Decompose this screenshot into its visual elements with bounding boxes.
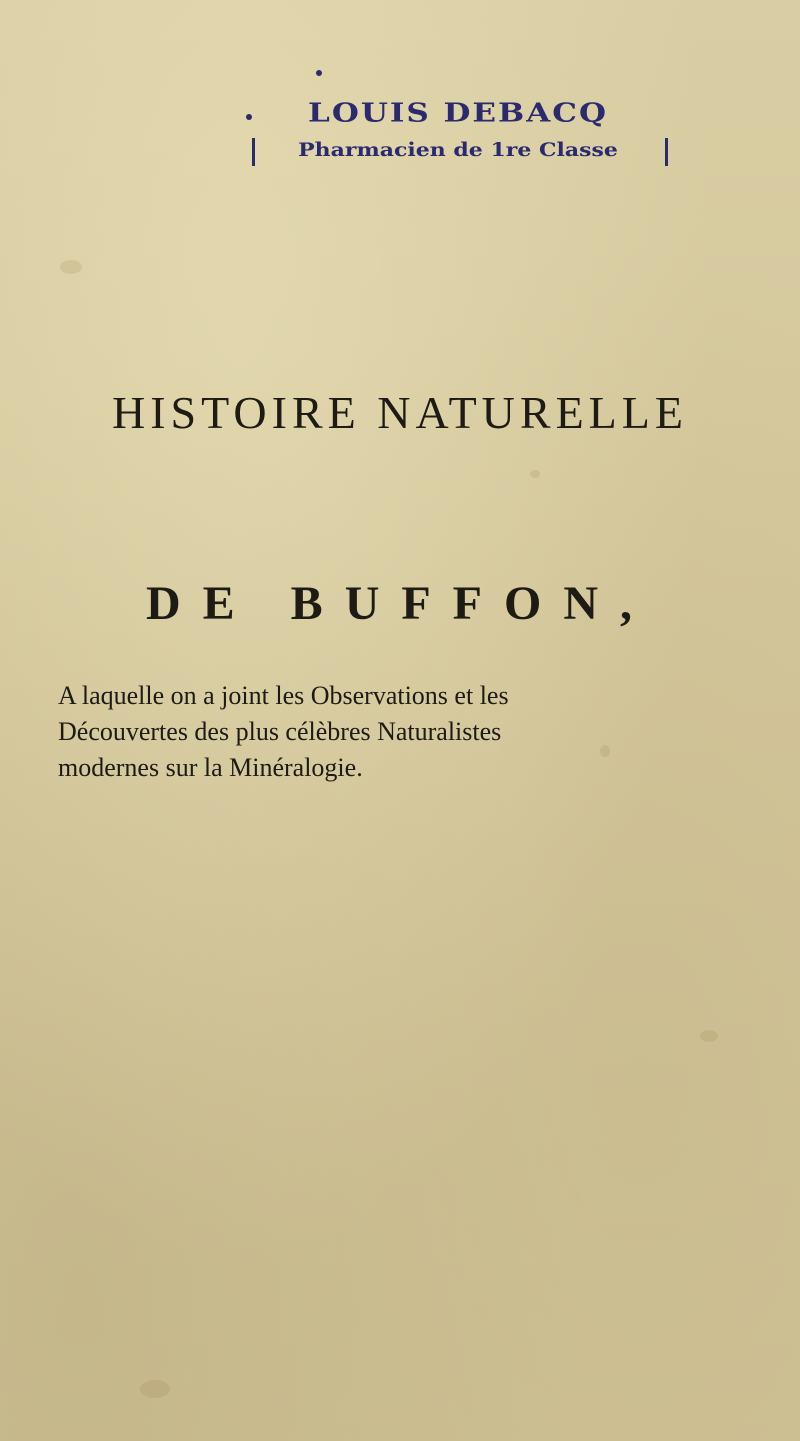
book-author-line: DE BUFFON,: [146, 577, 654, 630]
paper-stain: [700, 1030, 718, 1042]
stamp-profession: Pharmacien de 1re Classe: [298, 138, 618, 162]
book-title: HISTOIRE NATURELLE: [112, 387, 688, 438]
subtitle-line: modernes sur la Minéralogie.: [58, 753, 363, 782]
subtitle-line: A laquelle on a joint les Observations et les: [58, 681, 509, 710]
stamp-bracket: [665, 138, 668, 166]
paper-stain: [60, 260, 82, 274]
subtitle-line: Découvertes des plus célèbres Naturalistes: [58, 717, 502, 746]
owner-stamp: [248, 86, 668, 176]
paper-stain: [530, 470, 540, 478]
stamp-dot: [316, 70, 322, 76]
stamp-owner-name: LOUIS DEBACQ: [308, 97, 608, 129]
book-subtitle: [58, 678, 778, 786]
paper-stain: [140, 1380, 170, 1398]
